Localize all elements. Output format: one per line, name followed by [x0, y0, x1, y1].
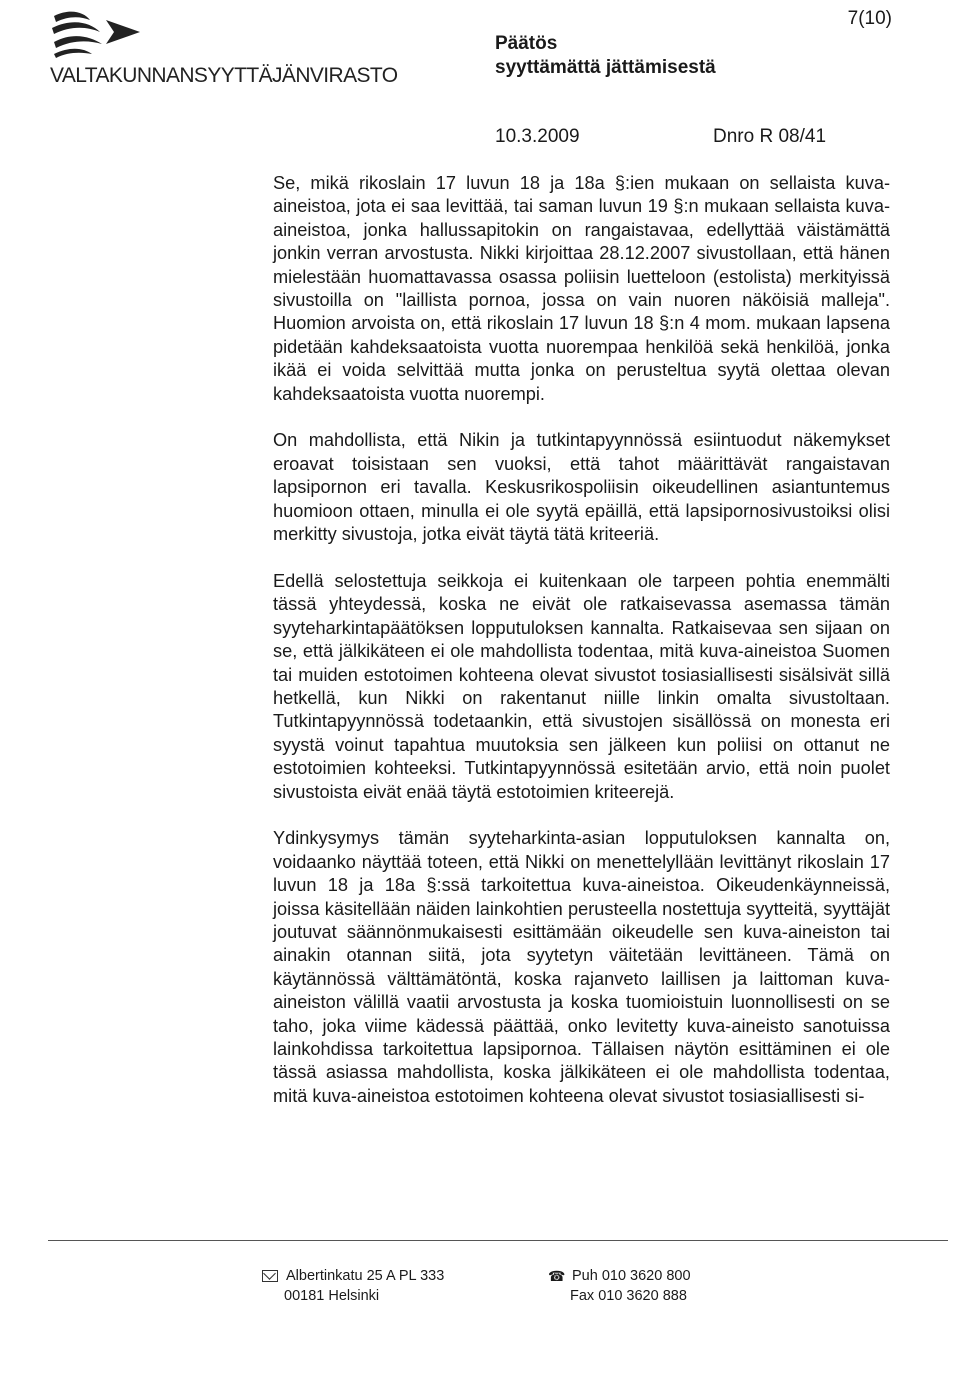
footer-divider — [48, 1240, 948, 1241]
doc-date: 10.3.2009 — [495, 126, 580, 147]
paragraph-4: Ydinkysymys tämän syyteharkinta-asian lopputuloksen kannalta on, voidaanko näyttää toteen, että Nikki on menettelyllään levittänyt rikoslain 17 luvun 18 ja 18a §:ssä tarkoitettua kuva-aineistoa. Oikeudenkäynneissä, joissa käsitellään näiden lainkohtien perusteella nostettuja syytteitä, syyttäjät joutuvat säännönmukaisesti esittämään oikeudelle sen kuva-aineiston tai ainakin otannan siitä, jota syytetyn väitetään levittäneen. Tämä on käytännössä välttämätöntä, koska rajanveto laillisen ja laittoman kuva-aineiston välillä vaatii arvostusta ja koska tuomioistuin luonnollisesti on se taho, joka viime kädessä päättää, onko levitetty kuva-aineisto sanotuissa lainkohdissa tarkoitettua lapsipornoa. Tällaisen näytön esittäminen ei ole tässä asiassa mahdollista, koska jälkikäteen ei ole mahdollista todentaa, mitä kuva-aineistoa estotoimen kohteena olevat sivustot tosiasiallisesti si- — [273, 828, 890, 1106]
arrow-swoosh-logo-icon — [50, 6, 142, 62]
doc-title: Päätös — [495, 33, 558, 54]
paragraph-2: On mahdollista, että Nikin ja tutkintapyynnössä esiintuodut näkemykset eroavat toisistaan sen vuoksi, että tahot määrittävät rangaistavan lapsipornon eri tavalla. Keskusrikospoliisin oikeudellinen asiantuntemus huomioon ottaen, minulla ei ole syytä epäillä, että lapsipornosivustoiksi olisi merkitty sivustoja, jotka eivät täytä tätä kriteeriä. — [273, 430, 890, 545]
body-text — [273, 172, 890, 1132]
footer-address — [262, 1266, 444, 1306]
telephone-icon: ☎ — [548, 1268, 566, 1284]
address-line-2: 00181 Helsinki — [284, 1288, 380, 1304]
paragraph-3: Edellä selostettuja seikkoja ei kuitenkaan ole tarpeen pohtia enemmälti tässä yhteydessä, koska ne eivät ole ratkaisevassa asemassa tämän syyteharkintapäätöksen lopputuloksen kannalta. Ratkaisevaa sen sijaan on se, että jälkikäteen ei ole mahdollista todentaa, mitä kuva-aineistoa Suomen tai muiden estotoimen kohteena olevat sivustot tosiasiallisesti sisälsivät sillä hetkellä, kun Nikki on rakentanut niille linkin omalta sivustoltaan. Tutkintapyynnössä todetaankin, että sivustojen sisällössä on monesta eri syystä voinut tapahtua muutoksia sen jälkeen kun poliisi on ottanut ne estotoimien kohteeksi. Tutkintapyynnössä esitetään arvio, että noin puolet sivustoista eivät enää täytä estotoimien kriteerejä. — [273, 570, 890, 802]
fax-number: Fax 010 3620 888 — [570, 1288, 687, 1304]
footer-contact — [548, 1266, 691, 1306]
doc-reference: Dnro R 08/41 — [713, 126, 827, 147]
envelope-icon — [262, 1270, 278, 1282]
address-line-1: Albertinkatu 25 A PL 333 — [286, 1268, 445, 1284]
phone-number: Puh 010 3620 800 — [572, 1268, 691, 1284]
paragraph-1: Se, mikä rikoslain 17 luvun 18 ja 18a §:ien mukaan on sellaista kuva-aineistoa, jota ei saa levittää, tai saman luvun 19 §:n mukaan sellaista kuva-aineistoa, jonka hallussapitokin on rangaistavaa, edellyttää väistämättä jonkin verran arvostusta. Nikki kirjoittaa 28.12.2007 sivustollaan, että hänen mielestään huomattavassa osassa poliisin luetteloon (estolista) merkityissä sivustoilla on "laillista pornoa, jossa on vain nuoren näköisiä malleja". Huomion arvoista on, että rikoslain 17 luvun 18 §:n 4 mom. mukaan lapsena pidetään kahdeksaatoista vuotta nuorempaa henkilöä sekä henkilöä, jonka ikää ei voida selvittää mutta jonka on perusteltua syytä olettaa olevan kahdeksaatoista vuotta nuorempi. — [273, 173, 890, 404]
doc-subtitle: syyttämättä jättämisestä — [495, 57, 716, 78]
page-number: 7(10) — [847, 8, 892, 29]
org-name: VALTAKUNNANSYYTTÄJÄNVIRASTO — [50, 64, 398, 87]
